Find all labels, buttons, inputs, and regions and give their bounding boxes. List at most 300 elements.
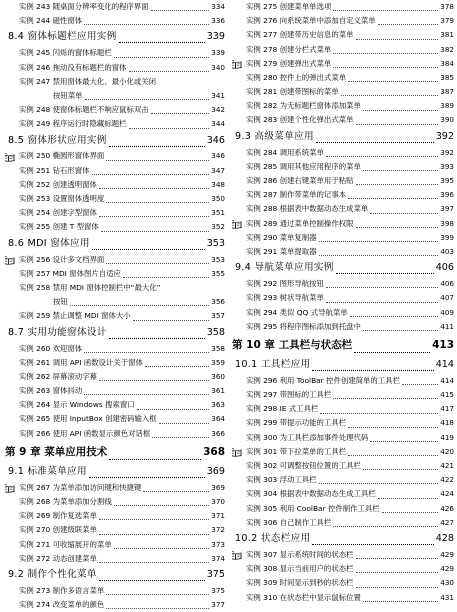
toc-dot-leader	[370, 441, 438, 442]
toc-example-entry	[232, 417, 454, 431]
toc-example-entry	[232, 71, 454, 85]
toc-entry-title: 实例 286 创建右键菜单用于粘贴	[246, 176, 354, 186]
toc-page-number: 381	[440, 30, 454, 40]
toc-entry-title: 实例 267 为菜单添加访问键和快捷键	[19, 482, 142, 492]
toc-entry-title: 实例 293 树状导航菜单	[246, 293, 324, 303]
toc-entry-title: 实例 284 调用系统菜单	[246, 147, 324, 157]
toc-page-number: 368	[203, 445, 225, 458]
toc-dot-leader	[350, 316, 439, 317]
toc-entry-title: 实例 299 带提示功能的工具栏	[246, 418, 347, 428]
toc-example-entry	[5, 538, 225, 552]
toc-example-entry	[232, 14, 454, 28]
toc-dot-leader	[92, 174, 210, 175]
toc-entry-title: 实例 258 禁用 MDI 窗体控制栏中“最大化”	[19, 282, 161, 292]
toc-example-entry	[5, 103, 225, 117]
toc-entry-title: 实例 276 向系统菜单中添加自定义菜单	[246, 16, 376, 26]
toc-dot-leader	[356, 227, 439, 228]
toc-dot-leader	[101, 231, 210, 232]
toc-cont-entry	[5, 89, 225, 103]
toc-dot-leader	[145, 366, 209, 367]
toc-entry-title: 实例 305 利用 CoolBar 控件制作工具栏	[246, 503, 380, 513]
toc-page-number: 399	[440, 232, 454, 242]
toc-page-number: 369	[211, 482, 225, 492]
toc-page-number: 353	[211, 254, 225, 264]
toc-entry-title: 实例 277 创建带历史信息的菜单	[246, 30, 354, 40]
toc-page-number: 420	[440, 446, 454, 456]
toc-dot-leader	[326, 156, 438, 157]
toc-entry-title: 按钮菜单	[53, 90, 83, 100]
toc-page-number: 392	[435, 130, 454, 142]
toc-dot-leader	[316, 142, 434, 143]
toc-dot-leader	[114, 548, 210, 549]
toc-dot-leader	[85, 99, 210, 100]
toc-entry-title: 实例 248 使窗体标题栏不响应鼠标双击	[19, 105, 149, 115]
toc-entry-title: 实例 249 程序运行时隐藏标题栏	[19, 119, 127, 129]
toc-dot-leader	[319, 241, 439, 242]
toc-entry-title: 实例 265 使用 InputBox 创建密码输入框	[19, 414, 157, 424]
toc-page-number: 347	[211, 165, 225, 175]
toc-entry-title: 实例 268 为菜单添加分割线	[19, 497, 112, 507]
toc-example-entry	[5, 206, 225, 220]
toc-page-number: 397	[440, 204, 454, 214]
toc-entry-title: 8.7 实用功能窗体设计	[8, 326, 107, 338]
book-icon	[5, 256, 15, 265]
toc-dot-leader	[106, 594, 209, 595]
toc-page-number: 398	[440, 218, 454, 228]
toc-example-entry	[5, 584, 225, 598]
toc-dot-leader	[333, 10, 438, 11]
toc-page-number: 384	[440, 58, 454, 68]
toc-entry-title: 实例 309 时间显示到秒的状态栏	[246, 578, 354, 588]
toc-dot-leader	[106, 202, 209, 203]
toc-page-number: 413	[432, 338, 454, 351]
toc-example-entry	[232, 562, 454, 576]
toc-dot-leader	[119, 42, 205, 43]
toc-dot-leader	[109, 338, 205, 339]
toc-example-entry	[5, 192, 225, 206]
toc-example-entry	[5, 552, 225, 566]
toc-example-entry	[232, 374, 454, 388]
toc-example-entry	[232, 291, 454, 305]
toc-example-entry	[5, 220, 225, 234]
toc-dot-leader	[348, 455, 438, 456]
toc-dot-leader	[312, 544, 433, 545]
toc-page-number: 366	[211, 428, 225, 438]
toc-page-number: 403	[440, 246, 454, 256]
toc-dot-leader	[123, 277, 209, 278]
toc-entry-title: 实例 297 带图标的工具栏	[246, 390, 332, 400]
toc-entry-title: 实例 291 菜单提取器	[246, 246, 317, 256]
toc-page-number: 334	[211, 1, 225, 11]
toc-dot-leader	[159, 423, 210, 424]
toc-dot-leader	[143, 491, 209, 492]
toc-page-number: 339	[211, 48, 225, 58]
toc-page-number: 363	[211, 400, 225, 410]
toc-page-number: 389	[440, 101, 454, 111]
toc-example-entry	[232, 99, 454, 113]
toc-page-number: 429	[440, 564, 454, 574]
toc-chapter-entry	[5, 441, 225, 463]
toc-page-number: 371	[211, 511, 225, 521]
toc-entry-title: 第 10 章 工具栏与状态栏	[232, 338, 353, 351]
toc-entry-title: 实例 245 闪烁的窗体标题栏	[19, 48, 112, 58]
toc-section-entry	[5, 28, 225, 46]
toc-entry-title: 实例 285 调用其他应用程序的菜单	[246, 161, 361, 171]
toc-dot-leader	[133, 320, 210, 321]
toc-dot-leader	[99, 580, 205, 581]
toc-dot-leader	[109, 459, 201, 460]
toc-dot-leader	[326, 287, 438, 288]
toc-page-number: 382	[440, 44, 454, 54]
toc-example-entry	[232, 320, 454, 334]
toc-dot-leader	[84, 394, 209, 395]
toc-example-entry	[5, 0, 225, 14]
toc-entry-title: 实例 273 制作多语言菜单	[19, 585, 105, 595]
toc-page-number: 373	[211, 539, 225, 549]
toc-dot-leader	[363, 330, 438, 331]
toc-example-entry	[5, 370, 225, 384]
toc-example-entry	[5, 150, 225, 164]
toc-dot-leader	[356, 184, 439, 185]
toc-entry-title: 10.1 工具栏应用	[235, 358, 311, 370]
toc-page-number: 359	[211, 357, 225, 367]
toc-dot-leader	[109, 146, 205, 147]
toc-dot-leader	[336, 273, 434, 274]
toc-dot-leader	[312, 370, 433, 371]
toc-page-number: 346	[211, 151, 225, 161]
toc-section-entry	[5, 132, 225, 150]
toc-dot-leader	[84, 24, 209, 25]
toc-entry-title: 实例 253 设置窗体透明度	[19, 194, 105, 204]
toc-example-entry	[5, 356, 225, 370]
toc-page-number: 353	[206, 237, 225, 249]
toc-dot-leader	[370, 213, 438, 214]
toc-dot-leader	[84, 352, 209, 353]
book-icon	[232, 448, 242, 457]
toc-entry-title: 实例 282 为无标题栏窗体添加菜单	[246, 101, 361, 111]
toc-example-entry	[5, 75, 225, 89]
toc-entry-title: 实例 257 MDI 窗体图片自适应	[19, 268, 121, 278]
toc-entry-title: 实例 308 显示当前用户的状态栏	[246, 564, 354, 574]
toc-page-number: 375	[211, 585, 225, 595]
toc-page-number: 411	[440, 321, 454, 331]
toc-section-entry	[5, 235, 225, 253]
toc-entry-title: 实例 260 欢迎窗体	[19, 343, 83, 353]
toc-entry-title: 实例 294 类似 QQ 式导航菜单	[246, 307, 348, 317]
toc-entry-title: 实例 283 创建个性化弹出式菜单	[246, 115, 354, 125]
toc-dot-leader	[99, 380, 209, 381]
toc-dot-leader	[99, 534, 209, 535]
toc-entry-title: 8.6 MDI 窗体应用	[8, 237, 90, 249]
toc-entry-title: 实例 287 制作带菜单的记事本	[246, 190, 347, 200]
toc-entry-title: 实例 300 为工具栏添加事件处理代码	[246, 432, 369, 442]
toc-entry-title: 实例 301 带下拉菜单的工具栏	[246, 446, 347, 456]
toc-page-number: 407	[440, 293, 454, 303]
toc-dot-leader	[348, 81, 438, 82]
toc-example-entry	[5, 253, 225, 267]
toc-dot-leader	[152, 437, 209, 438]
toc-page-number: 339	[206, 31, 225, 43]
toc-entry-title: 9.1 标准菜单应用	[8, 465, 87, 477]
toc-dot-leader	[333, 526, 438, 527]
toc-dot-leader	[356, 558, 439, 559]
toc-page-number: 427	[440, 517, 454, 527]
toc-entry-title: 按钮	[53, 297, 68, 307]
toc-example-entry	[232, 277, 454, 291]
toc-example-entry	[5, 164, 225, 178]
toc-example-entry	[5, 523, 225, 537]
toc-entry-title: 实例 274 改变菜单的颜色	[19, 600, 105, 610]
toc-example-entry	[232, 245, 454, 259]
toc-dot-leader	[363, 469, 438, 470]
toc-example-entry	[232, 445, 454, 459]
toc-page-number: 414	[435, 358, 454, 370]
toc-page-number: 385	[440, 72, 454, 82]
toc-example-entry	[5, 413, 225, 427]
toc-entry-title: 实例 252 创建透明窗体	[19, 179, 97, 189]
toc-page-number: 346	[206, 134, 225, 146]
toc-page-number: 351	[211, 208, 225, 218]
toc-example-entry	[232, 217, 454, 231]
toc-page-number: 364	[211, 414, 225, 424]
toc-entry-title: 实例 250 椭圆形窗体界面	[19, 151, 105, 161]
toc-page-number: 358	[211, 343, 225, 353]
toc-section-entry	[232, 530, 454, 548]
toc-example-entry	[5, 178, 225, 192]
toc-page-number: 378	[440, 1, 454, 11]
toc-page-number: 372	[211, 525, 225, 535]
toc-page-number: 431	[440, 592, 454, 602]
toc-dot-leader	[99, 216, 209, 217]
toc-example-entry	[232, 487, 454, 501]
toc-page-number: 415	[440, 390, 454, 400]
toc-page-number: 370	[211, 497, 225, 507]
toc-page-number: 428	[435, 533, 454, 544]
toc-entry-title: 8.4 窗体标题栏应用实例	[8, 31, 117, 43]
toc-entry-title: 实例 304 根据表中数据动态生成工具栏	[246, 489, 376, 499]
toc-page-number: 406	[435, 262, 454, 274]
toc-dot-leader	[333, 398, 438, 399]
toc-page-number: 375	[206, 569, 225, 580]
toc-page-number: 374	[211, 553, 225, 563]
toc-column-right	[232, 0, 454, 605]
toc-page-number: 424	[440, 489, 454, 499]
toc-example-entry	[5, 495, 225, 509]
toc-page-number: 341	[211, 90, 225, 100]
toc-entry-title: 实例 251 钻石形窗体	[19, 165, 90, 175]
toc-section-entry	[5, 324, 225, 342]
toc-dot-leader	[333, 53, 438, 54]
toc-page-number: 344	[211, 119, 225, 129]
toc-page-number: 355	[211, 268, 225, 278]
toc-dot-leader	[114, 57, 210, 58]
toc-dot-leader	[151, 113, 210, 114]
toc-example-entry	[232, 0, 454, 14]
toc-cont-entry	[5, 295, 225, 309]
toc-entry-title: 实例 281 创建带图标的菜单	[246, 87, 339, 97]
toc-example-entry	[232, 202, 454, 216]
toc-entry-title: 实例 302 可调整按钮位置的工具栏	[246, 461, 361, 471]
toc-entry-title: 实例 310 在状态栏中显示鼠标位置	[246, 592, 361, 602]
toc-page-number: 340	[211, 62, 225, 72]
toc-section-entry	[5, 566, 225, 584]
toc-entry-title: 9.2 制作个性化菜单	[8, 569, 97, 580]
toc-page-number: 409	[440, 307, 454, 317]
toc-dot-leader	[89, 477, 205, 478]
toc-entry-title: 实例 243 随桌面分辨率变化的程序界面	[19, 1, 149, 11]
toc-dot-leader	[356, 124, 439, 125]
toc-page-number: 350	[211, 194, 225, 204]
toc-example-entry	[232, 85, 454, 99]
toc-example-entry	[232, 160, 454, 174]
toc-entry-title: 第 9 章 菜单应用技术	[5, 445, 108, 458]
toc-entry-title: 实例 289 通过菜单控制操作权限	[246, 218, 354, 228]
toc-page-number: 358	[206, 326, 225, 338]
toc-dot-leader	[106, 608, 209, 609]
toc-entry-title: 实例 278 创建分栏式菜单	[246, 44, 332, 54]
toc-page-number: 418	[440, 418, 454, 428]
toc-example-entry	[232, 402, 454, 416]
toc-example-entry	[5, 281, 225, 295]
toc-entry-title: 实例 259 禁止调整 MDI 窗体大小	[19, 311, 131, 321]
toc-section-entry	[232, 259, 454, 277]
toc-dot-leader	[378, 24, 439, 25]
toc-page-number: 406	[440, 279, 454, 289]
toc-page-number: 393	[440, 161, 454, 171]
toc-dot-leader	[106, 160, 209, 161]
toc-example-entry	[232, 57, 454, 71]
toc-entry-title: 实例 244 磁性窗体	[19, 16, 83, 26]
toc-example-entry	[232, 388, 454, 402]
toc-dot-leader	[333, 67, 438, 68]
toc-example-entry	[5, 598, 225, 612]
toc-page-number: 387	[440, 87, 454, 97]
toc-dot-leader	[99, 562, 209, 563]
toc-dot-leader	[320, 413, 438, 414]
toc-page-number: 396	[440, 190, 454, 200]
toc-dot-leader	[129, 128, 210, 129]
toc-page-number: 377	[211, 600, 225, 610]
toc-example-entry	[232, 28, 454, 42]
toc-example-entry	[232, 231, 454, 245]
toc-dot-leader	[382, 512, 439, 513]
toc-entry-title: 9.3 高级菜单应用	[235, 130, 314, 142]
toc-entry-title: 实例 247 禁用窗体最大化、最小化或关闭	[19, 76, 157, 86]
toc-dot-leader	[356, 572, 439, 573]
toc-dot-leader	[356, 39, 439, 40]
toc-dot-leader	[348, 427, 438, 428]
toc-example-entry	[5, 46, 225, 60]
toc-entry-title: 实例 256 设计多文档界面	[19, 254, 105, 264]
toc-dot-leader	[348, 198, 438, 199]
toc-page-number: 395	[440, 176, 454, 186]
toc-entry-title: 实例 263 窗体抖动	[19, 386, 83, 396]
toc-entry-title: 实例 290 菜单复制器	[246, 232, 317, 242]
toc-page-number: 417	[440, 404, 454, 414]
toc-page-number: 429	[440, 549, 454, 559]
toc-example-entry	[232, 174, 454, 188]
toc-example-entry	[232, 502, 454, 516]
toc-dot-leader	[341, 95, 439, 96]
toc-example-entry	[5, 427, 225, 441]
toc-example-entry	[232, 548, 454, 562]
toc-entry-title: 实例 279 创建弹出式菜单	[246, 58, 332, 68]
toc-entry-title: 实例 254 创建字型窗体	[19, 208, 97, 218]
toc-entry-title: 实例 275 创建菜单单选项	[246, 1, 332, 11]
toc-entry-title: 8.5 窗体形状应用实例	[8, 134, 107, 146]
toc-entry-title: 实例 280 控件上的弹出式菜单	[246, 72, 347, 82]
toc-dot-leader	[402, 384, 438, 385]
toc-page-number: 390	[440, 115, 454, 125]
toc-dot-leader	[99, 519, 209, 520]
toc-example-entry	[5, 61, 225, 75]
toc-dot-leader	[363, 170, 438, 171]
toc-example-entry	[5, 509, 225, 523]
toc-entry-title: 实例 307 显示系统时间的状态栏	[246, 549, 354, 559]
toc-dot-leader	[106, 263, 209, 264]
toc-page-number: 430	[440, 578, 454, 588]
toc-entry-title: 实例 272 动态创建菜单	[19, 553, 97, 563]
toc-dot-leader	[356, 587, 439, 588]
toc-page-number: 360	[211, 371, 225, 381]
toc-example-entry	[232, 431, 454, 445]
toc-page-number: 352	[211, 222, 225, 232]
toc-page-number: 392	[440, 147, 454, 157]
toc-dot-leader	[326, 302, 438, 303]
toc-example-entry	[5, 309, 225, 323]
toc-example-entry	[5, 481, 225, 495]
toc-dot-leader	[363, 110, 438, 111]
toc-example-entry	[232, 459, 454, 473]
toc-entry-title: 实例 303 浮动工具栏	[246, 475, 317, 485]
toc-page-number: 336	[211, 16, 225, 26]
toc-page-number: 421	[440, 461, 454, 471]
toc-entry-title: 实例 306 自己制作工具栏	[246, 517, 332, 527]
toc-dot-leader	[137, 409, 210, 410]
toc-entry-title: 10.2 状态栏应用	[235, 533, 311, 544]
toc-entry-title: 实例 288 根据表中数据动态生成菜单	[246, 204, 369, 214]
toc-entry-title: 实例 270 创建级联菜单	[19, 525, 97, 535]
toc-page-number: 357	[211, 311, 225, 321]
toc-dot-leader	[92, 249, 205, 250]
toc-dot-leader	[354, 352, 430, 353]
toc-example-entry	[232, 516, 454, 530]
toc-page-number: 422	[440, 475, 454, 485]
book-icon	[232, 551, 242, 560]
toc-page-number: 348	[211, 179, 225, 189]
toc-entry-title: 实例 264 显示 Windows 搜索窗口	[19, 400, 135, 410]
toc-entry-title: 实例 266 使用 API 函数显示颜色对话框	[19, 428, 151, 438]
toc-example-entry	[232, 306, 454, 320]
toc-example-entry	[232, 146, 454, 160]
toc-example-entry	[5, 14, 225, 28]
toc-dot-leader	[151, 10, 210, 11]
toc-section-entry	[232, 128, 454, 146]
toc-entry-title: 实例 269 制作复选菜单	[19, 511, 97, 521]
toc-dot-leader	[319, 255, 439, 256]
toc-page-number: 342	[211, 105, 225, 115]
toc-example-entry	[5, 384, 225, 398]
book-icon	[232, 60, 242, 69]
toc-example-entry	[5, 342, 225, 356]
toc-example-entry	[5, 267, 225, 281]
toc-example-entry	[232, 591, 454, 605]
toc-dot-leader	[114, 505, 210, 506]
toc-entry-title: 实例 271 可收缩展开的菜单	[19, 539, 112, 549]
book-icon	[5, 484, 15, 493]
toc-entry-title: 实例 292 图形导航按钮	[246, 279, 324, 289]
toc-entry-title: 实例 296 利用 ToolBar 控件创建简单的工具栏	[246, 375, 400, 385]
